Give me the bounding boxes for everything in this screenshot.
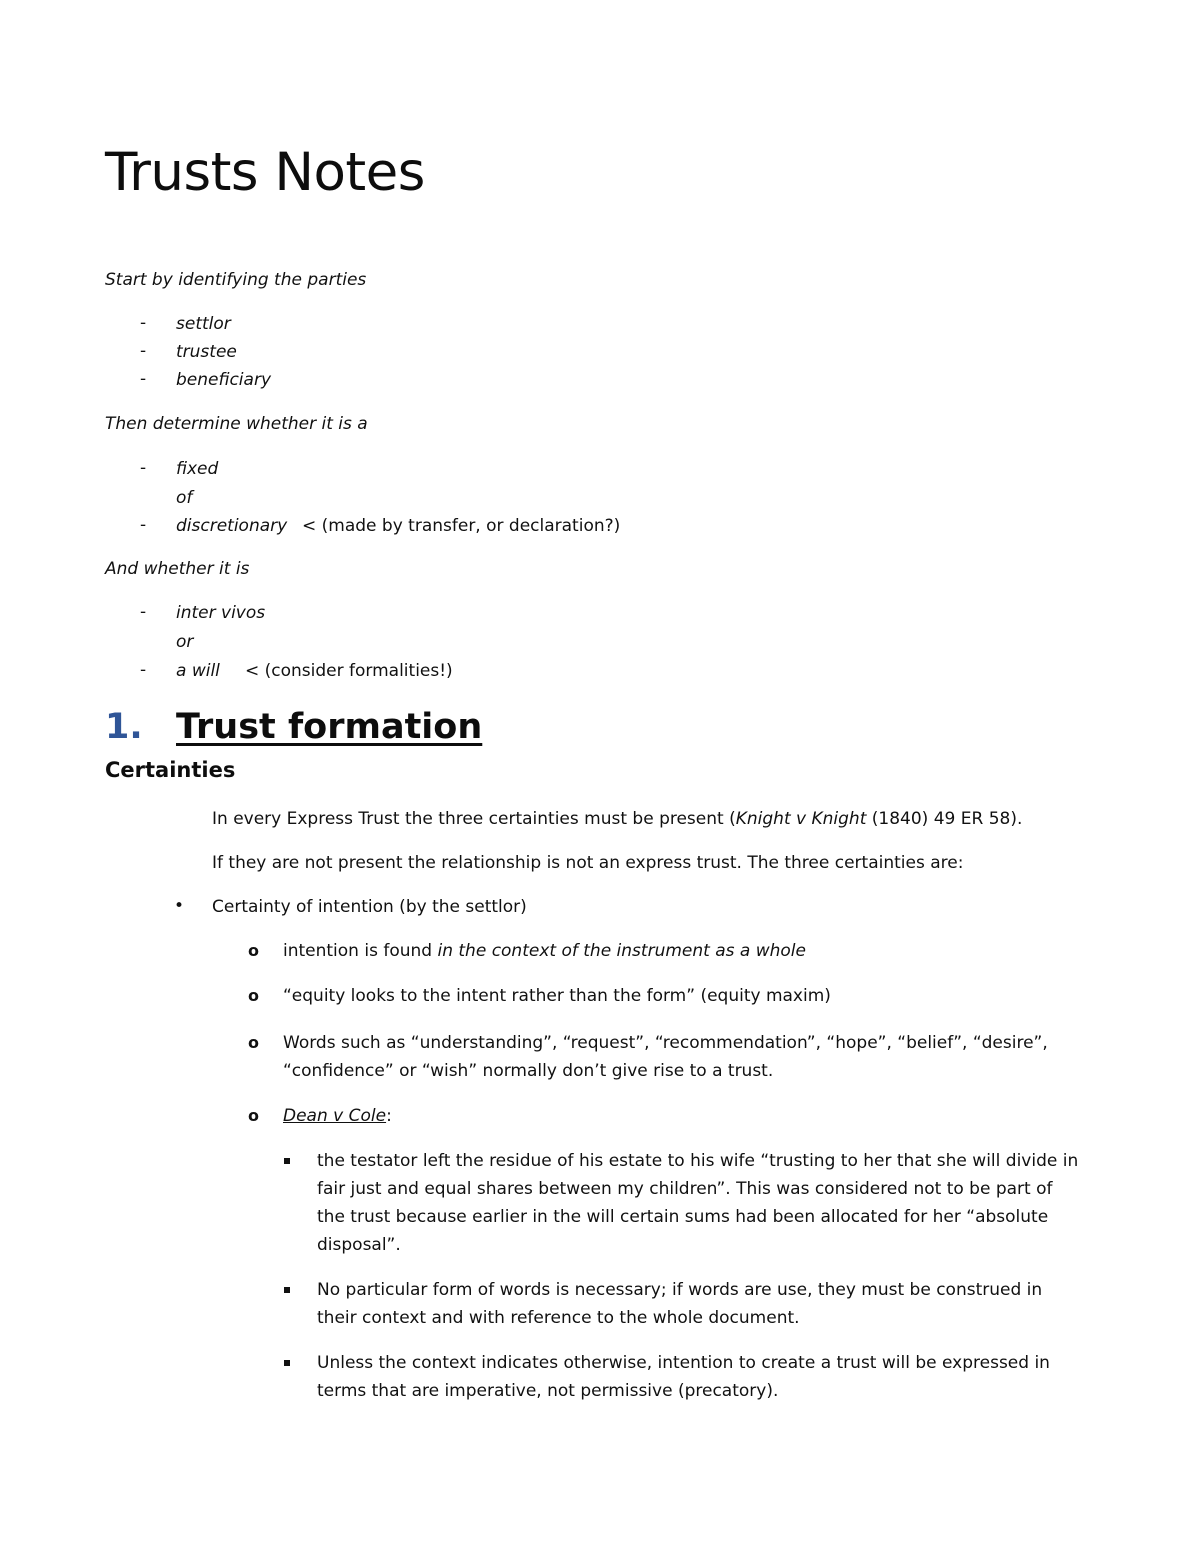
dash-bullet: - — [140, 458, 147, 478]
paragraph-certainties-intro — [212, 808, 1022, 830]
circle-bullet-icon: o — [248, 986, 259, 1005]
type-fixed: fixed — [176, 459, 219, 479]
sq2-line1: No particular form of words is necessary; if words are use, they must be construed in — [317, 1280, 1043, 1300]
sq1-line1: the testator left the residue of his estate to his wife “trusting to her that she will divide in — [317, 1151, 1079, 1171]
sub-bullet-intention-context — [283, 940, 806, 962]
sub-bullet-dean-v-cole — [283, 1105, 392, 1127]
party-trustee: trustee — [176, 342, 237, 362]
sq1-line4: disposal”. — [317, 1235, 401, 1255]
sub-bullet-equity-maxim: “equity looks to the intent rather than the form” (equity maxim) — [283, 986, 831, 1006]
subsection-heading: Certainties — [105, 758, 236, 782]
party-settlor: settlor — [176, 314, 231, 334]
dash-bullet: - — [140, 369, 147, 389]
circle-bullet-icon: o — [248, 941, 259, 960]
type-heading: Then determine whether it is a — [105, 414, 368, 434]
colon: : — [386, 1106, 392, 1126]
sq2-line2: their context and with reference to the whole document. — [317, 1308, 800, 1328]
sq3-line1: Unless the context indicates otherwise, intention to create a trust will be expressed in — [317, 1353, 1050, 1373]
dash-bullet: - — [140, 602, 147, 622]
sq1-line3: the trust because earlier in the will certain sums had been allocated for her “absolute — [317, 1207, 1049, 1227]
party-beneficiary: beneficiary — [176, 370, 272, 390]
square-bullet-icon — [284, 1360, 290, 1366]
case-citation-dean-v-cole: Dean v Cole — [283, 1106, 387, 1126]
section-heading: Trust formation — [176, 707, 483, 747]
dash-bullet: - — [140, 515, 147, 535]
case-citation-knight: Knight v Knight — [735, 809, 867, 829]
sub-bullet-words-line2: “confidence” or “wish” normally don’t give rise to a trust. — [283, 1061, 774, 1081]
sub-bullet-words-line1: Words such as “understanding”, “request”, “recommendation”, “hope”, “belief”, “desire”, — [283, 1033, 1048, 1053]
section-number: 1. — [105, 707, 143, 747]
para1-text: In every Express Trust the three certainties must be present ( — [212, 809, 736, 829]
square-bullet-icon — [284, 1158, 290, 1164]
bullet-icon: • — [174, 896, 185, 916]
type-note: < (made by transfer, or declaration?) — [302, 516, 621, 536]
type-discretionary: discretionary — [176, 516, 288, 536]
form-will: a will — [176, 661, 220, 681]
dash-bullet: - — [140, 341, 147, 361]
circle-bullet-icon: o — [248, 1033, 259, 1052]
form-heading: And whether it is — [105, 559, 250, 579]
bullet-certainty-intention: Certainty of intention (by the settlor) — [212, 897, 527, 917]
dash-bullet: - — [140, 660, 147, 680]
sq1-line2: fair just and equal shares between my children”. This was considered not to be part of — [317, 1179, 1053, 1199]
dash-bullet: - — [140, 313, 147, 333]
form-note: < (consider formalities!) — [245, 661, 453, 681]
circle-bullet-icon: o — [248, 1106, 259, 1125]
form-inter-vivos: inter vivos — [176, 603, 266, 623]
form-or: or — [176, 632, 194, 652]
sq3-line2: terms that are imperative, not permissive (precatory). — [317, 1381, 779, 1401]
parties-heading: Start by identifying the parties — [105, 270, 367, 290]
sub1-text: intention is found — [283, 941, 438, 961]
type-of: of — [176, 488, 193, 508]
sub1-emphasis: in the context of the instrument as a whole — [437, 941, 806, 961]
square-bullet-icon — [284, 1287, 290, 1293]
paragraph-certainties-list-intro: If they are not present the relationship is not an express trust. The three certainties are: — [212, 853, 964, 873]
document-title: Trusts Notes — [105, 142, 425, 203]
para1-citation: (1840) 49 ER 58). — [866, 809, 1023, 829]
